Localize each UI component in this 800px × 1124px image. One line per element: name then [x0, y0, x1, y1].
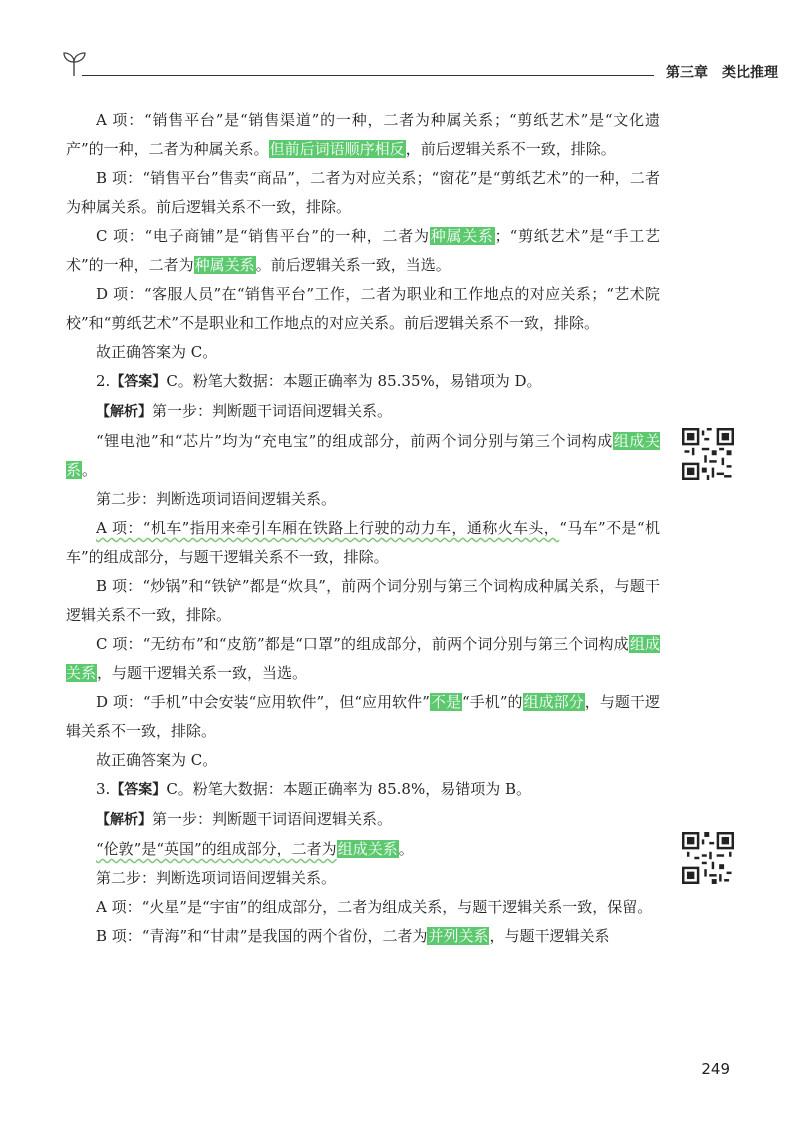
highlight: 组成部分 [523, 693, 584, 711]
highlight: 但前后词语顺序相反 [269, 140, 405, 158]
text: C。粉笔大数据：本题正确率为 85.35%，易错项为 D。 [166, 372, 542, 390]
text: “手机”的 [462, 693, 523, 711]
paragraph: B 项：“销售平台”售卖“商品”，二者为对应关系；“窗花”是“剪纸艺术”的一种，二者为种属关系。前后逻辑关系不一致，排除。 [66, 169, 660, 216]
paragraph [66, 688, 660, 746]
paragraph: 第二步：判断选项词语间逻辑关系。 [96, 490, 337, 508]
question-number: 3. [96, 780, 111, 798]
text: A 项：“销售平台”是“销售渠道”的一种，二者为种属关系；“剪纸艺术”是“文化遗产”的一种，二者为种属关系。 [66, 111, 660, 158]
paragraph [66, 514, 660, 572]
question-number: 2. [96, 372, 111, 390]
paragraph [66, 835, 660, 864]
paragraph: D 项：“客服人员”在“销售平台”工作，二者为职业和工作地点的对应关系；“艺术院校”和“剪纸艺术”不是职业和工作地点的对应关系。前后逻辑关系不一致，排除。 [66, 285, 660, 332]
text: “锂电池”和“芯片”均为“充电宝”的组成部分，前两个词分别与第三个词构成 [96, 432, 613, 450]
paragraph [66, 222, 660, 280]
header-rule [82, 75, 654, 76]
analysis-line [66, 805, 660, 835]
highlight: 种属关系 [430, 227, 494, 245]
qr-code-icon[interactable] [682, 832, 734, 884]
text: 第一步：判断题干词语间逻辑关系。 [152, 402, 393, 420]
text: ，前后逻辑关系不一致，排除。 [405, 140, 616, 158]
paragraph [66, 106, 660, 164]
answer-line [66, 367, 660, 397]
paragraph: B 项：“炒锅”和“铁铲”都是“炊具”，前两个词分别与第三个词构成种属关系，与题干逻辑关系不一致，排除。 [66, 577, 660, 624]
analysis-tag: 【解析】 [96, 404, 152, 420]
text: C 项：“无纺布”和“皮筋”都是“口罩”的组成部分，前两个词分别与第三个词构成 [96, 635, 629, 653]
text: D 项：“手机”中会安装“应用软件”，但“应用软件” [96, 693, 430, 711]
highlight: 组成关系 [337, 840, 398, 858]
highlight: 不是 [430, 693, 462, 711]
text: 。前后逻辑关系一致，当选。 [255, 256, 451, 274]
text: 。 [398, 840, 414, 858]
wavy-underlined-text: A 项：“机车”指用来牵引车厢在铁路上行驶的动力车，通称火车头， [96, 519, 560, 537]
text: ，与题干逻辑关系不一致，排除。 [66, 693, 660, 740]
highlight: 组成关系 [66, 635, 660, 682]
text: ，与题干逻辑关系一致，当选。 [97, 664, 308, 682]
text: C。粉笔大数据：本题正确率为 85.8%，易错项为 B。 [166, 780, 532, 798]
analysis-line [66, 397, 660, 427]
answer-line [66, 775, 660, 805]
chapter-title [666, 62, 778, 82]
answer-tag: 【答案】 [110, 782, 167, 798]
text: “马车”不是“机车”的组成部分，与题干逻辑关系不一致，排除。 [66, 519, 660, 566]
text: B 项：“青海”和“甘肃”是我国的两个省份，二者为 [96, 927, 428, 945]
paragraph [66, 427, 660, 485]
paragraph [66, 630, 660, 688]
highlight: 种属关系 [194, 256, 255, 274]
highlight: 并列关系 [428, 927, 489, 945]
paragraph: 故正确答案为 C。 [96, 343, 218, 361]
text: C 项：“电子商铺”是“销售平台”的一种，二者为 [96, 227, 430, 245]
chapter-number: 第三章 [666, 65, 708, 81]
text: ；“剪纸艺术”是“手工艺术”的一种，二者为 [66, 227, 660, 274]
paragraph: A 项：“火星”是“宇宙”的组成部分，二者为组成关系，与题干逻辑关系一致，保留。 [96, 898, 653, 916]
section-title: 类比推理 [722, 65, 778, 81]
paragraph: 故正确答案为 C。 [96, 751, 218, 769]
text: 。 [82, 461, 98, 479]
analysis-tag: 【解析】 [96, 812, 152, 828]
page-body [66, 106, 660, 951]
qr-code-icon[interactable] [682, 428, 734, 480]
text: 第一步：判断题干词语间逻辑关系。 [152, 810, 393, 828]
wavy-underlined-text: “伦敦”是“英国”的组成部分，二者为 [96, 840, 337, 858]
paragraph [66, 922, 660, 951]
page-header [60, 50, 778, 90]
answer-tag: 【答案】 [110, 374, 167, 390]
page-number: 249 [701, 1060, 730, 1078]
text: ，与题干逻辑关系 [489, 927, 610, 945]
highlight: 组成关系 [66, 432, 660, 479]
paragraph: 第二步：判断选项词语间逻辑关系。 [96, 869, 337, 887]
